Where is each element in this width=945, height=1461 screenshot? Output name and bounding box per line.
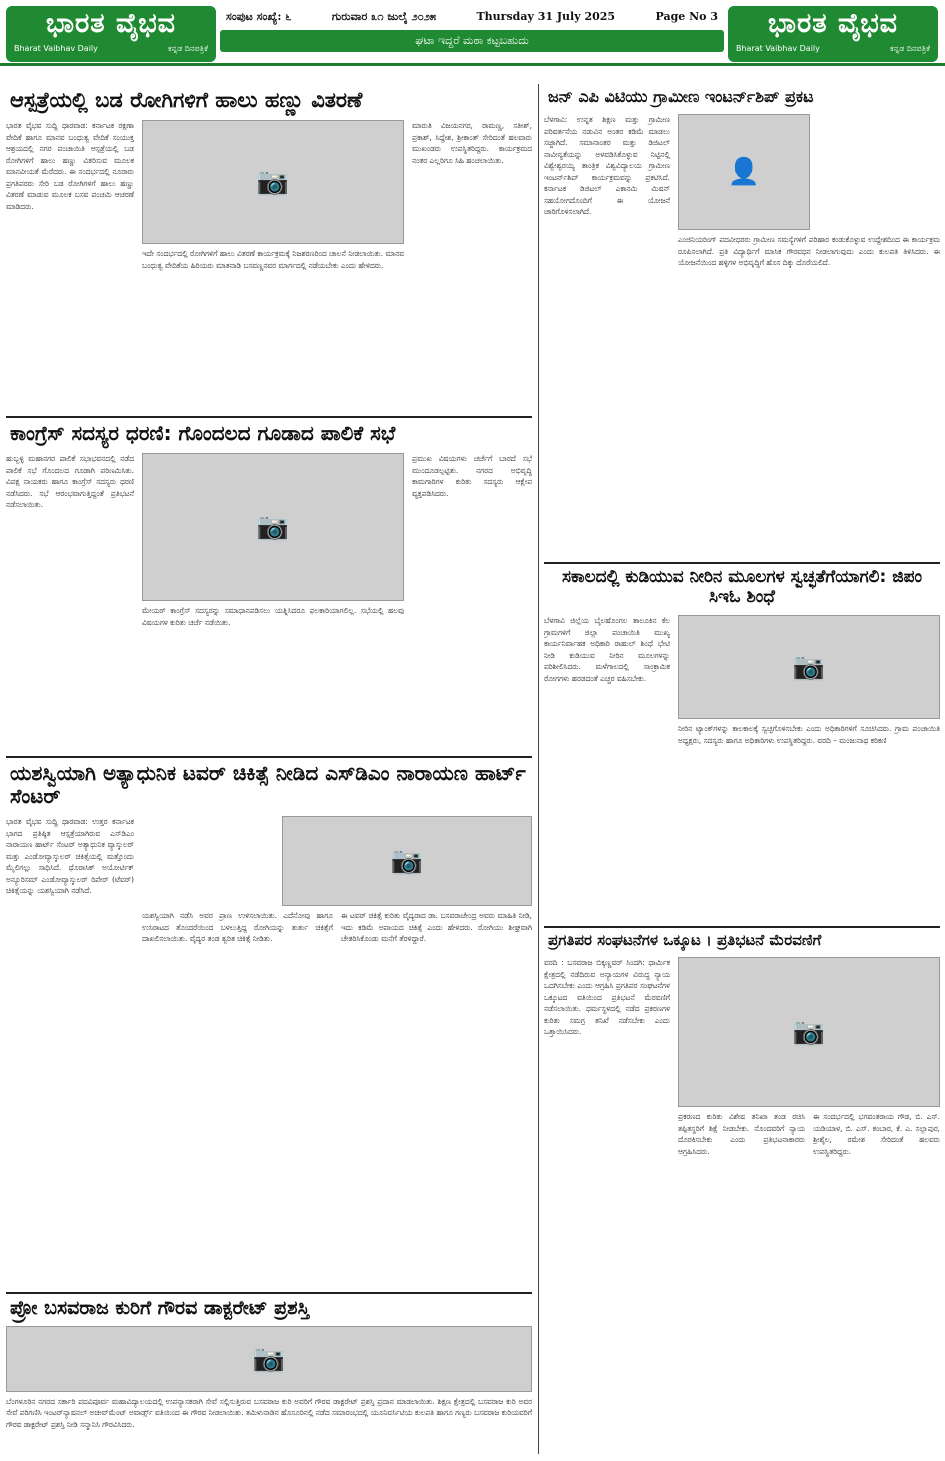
tower-col-1: ಭಾರತ ವೈಭವ ಸುದ್ದಿ ಧಾರವಾಡ: ಉತ್ತರ ಕರ್ನಾಟಕ ಭಾಗದ ಪ್ರತಿಷ್ಠಿತ ಆಸ್ಪತ್ರೆಯಾಗಿರುವ ಎಸ್‌ಡಿಎಂ ನಾರಾಯಣ ಹಾರ್ಟ್ ಸೆಂಟರ್ ಅತ್ಯಾಧುನಿಕ ವ್ಯಾಸ್ಕುಲರ್ ಮತ್ತು ಎಂಡೋವ್ಯಾಸ್ಕುಲರ್ ಚಿಕಿತ್ಸೆಯಲ್ಲಿ ಮತ್ತೊಂದು ಮೈಲಿಗಲ್ಲು ಸಾಧಿಸಿದೆ. ಥೊರಾಸಿಕ್ ಅಯೋರ್ಟಿಕ್ ಅನ್ಯೂರಿಸಮ್ ಎಂಡೋವ್ಯಾಸ್ಕುಲರ್ ರಿಪೇರ್ (ಟೆವರ್) ಚಿಕಿತ್ಸೆಯನ್ನು ಯಶಸ್ವಿಯಾಗಿ ನಡೆಸಿದೆ. <box>6 817 134 895</box>
headline-hospital: ಆಸ್ಪತ್ರೆಯಲ್ಲಿ ಬಡ ರೋಗಿಗಳಿಗೆ ಹಾಲು ಹಣ್ಣು ವಿತರಣೆ <box>10 88 363 112</box>
water-col-1: ಬೆಳಗಾವಿ ಜಿಲ್ಲೆಯ ಬೈಲಹೊಂಗಲ ತಾಲೂಕಿನ ಕೆಲ ಗ್ರಾಮಗಳಿಗೆ ಜಿಲ್ಲಾ ಪಂಚಾಯಿತಿ ಮುಖ್ಯ ಕಾರ್ಯನಿರ್ವಾಹಕ ಅಧಿಕಾರಿ ರಾಹುಲ್ ಶಿಂಧೆ ಭೇಟಿ ನೀಡಿ ಕುಡಿಯುವ ನೀರಿನ ಮೂಲಗಳನ್ನು ಪರಿಶೀಲಿಸಿದರು. ಮಳೆಗಾಲದಲ್ಲಿ ಸಾಂಕ್ರಾಮಿಕ ರೋಗಗಳು ಹರಡದಂತೆ ಎಚ್ಚರ ವಹಿಸಬೇಕು. <box>544 616 670 683</box>
doctorate-body: ಬೆಂಗಳೂರಿನ ನಗರದ ಸರ್ಕಾರಿ ಪದವಿಪೂರ್ವ ಮಹಾವಿದ್ಯಾಲಯದಲ್ಲಿ ಉಪನ್ಯಾಸಕರಾಗಿ ಸೇವೆ ಸಲ್ಲಿಸುತ್ತಿರುವ ಬಸವರಾಜ ಕುರಿ ಅವರಿಗೆ ಗೌರವ ಡಾಕ್ಟರೇಟ್ ಪ್ರಶಸ್ತಿ ಪ್ರದಾನ ಮಾಡಲಾಯಿತು. ಶಿಕ್ಷಣ ಕ್ಷೇತ್ರದಲ್ಲಿ ಬಸವರಾಜ ಕುರಿ ಅವರ ಸೇವೆ ಪರಿಗಣಿಸಿ ಇಂಟರ್‌ನ್ಯಾಷನಲ್ ಅಚೀವ್‌ಮೆಂಟ್ ಅವಾರ್ಡ್ಸ್ ವತಿಯಿಂದ ಈ ಗೌರವ ನೀಡಲಾಯಿತು. ತಮಿಳುನಾಡಿನ ಹೊಸೂರಿನಲ್ಲಿ ನಡೆದ ಸಮಾರಂಭದಲ್ಲಿ ಯೂನಿವರ್ಸಿಟಿಯ ಕುಲಪತಿ ಹಾಗೂ ಗಣ್ಯರು ಬಸವರಾಜ ಕುರಿಯವರಿಗೆ ಗೌರವ ಡಾಕ್ಟರೇಟ್ ಪ್ರಶಸ್ತಿ ನೀಡಿ ಸನ್ಮಾನಿಸಿ ಗೌರವಿಸಿದರು. <box>6 1396 532 1429</box>
headline-protest: ಪ್ರಗತಿಪರ ಸಂಘಟನೆಗಳ ಒಕ್ಕೂಟ । ಪ್ರತಿಭಟನೆ ಮೆರವಣಿಗೆ <box>548 931 822 949</box>
hospital-col-1: ಭಾರತ ವೈಭವ ಸುದ್ದಿ ಧಾರವಾಡ: ಕರ್ನಾಟಕ ರಕ್ಷಣಾ ವೇದಿಕೆ ಹಾಗೂ ಮಾನವ ಬಂಧುತ್ವ ವೇದಿಕೆ ಸಂಯುಕ್ತ ಆಶ್ರಯದಲ್ಲಿ ನಗರ ಪಂಚಾಯಿತಿ ಆಸ್ಪತ್ರೆಯಲ್ಲಿ ಬಡ ರೋಗಿಗಳಿಗೆ ಹಾಲು ಹಣ್ಣು ವಿತರಿಸುವ ಮೂಲಕ ಮಾನವೀಯತೆ ಮೆರೆದರು. ಈ ಸಂದರ್ಭದಲ್ಲಿ ನೂರಾರು ಪ್ರಗತಿಪರರು ಸೇರಿ ಬಡ ರೋಗಿಗಳಿಗೆ ಹಾಲು ಹಣ್ಣು ವಿತರಣೆ ಮಾಡುವ ಮೂಲಕ ಬಸವ ಪಂಚಮಿ ಆಚರಣೆ ಮಾಡಿದರು. <box>6 121 134 211</box>
slogan: ಘಟಾ ಇದ್ದರೆ ಮಠಾ ಕಟ್ಟಬಹುದು <box>220 30 724 52</box>
camera-icon: 📷 <box>792 1017 826 1048</box>
article-tower <box>6 760 532 1288</box>
protest-col-3: ಈ ಸಂದರ್ಭದಲ್ಲಿ ಭಗವಂತರಾಯ ಗೌಡ, ಬಿ. ಎಸ್. ಯಡಿಯಾಳ, ಬಿ. ಎಸ್. ಕಂಬಾರ, ಕೆ. ಎ. ಸಲ್ಲಾಪುರ, ಶ್ರೀಶೈಲ, ರಮೇಶ ಸೇರಿದಂತೆ ಹಲವರು ಉಪಸ್ಥಿತರಿದ್ದರು. <box>813 1112 940 1156</box>
camera-icon: 📷 <box>256 512 290 542</box>
brand-title-left: ಭಾರತ ವೈಭವ <box>46 8 176 39</box>
congress-col-2: ಮೇಯರ್ ಕಾಂಗ್ರೆಸ್ ಸದಸ್ಯರನ್ನು ಸಮಾಧಾನಪಡಿಸಲು ಯತ್ನಿಸಿದರೂ ಫಲಕಾರಿಯಾಗಲಿಲ್ಲ. ಸಭೆಯಲ್ಲಿ ಹಲವು ವಿಷಯಗಳ ಕುರಿತು ಚರ್ಚೆ ನಡೆಯಿತು. <box>142 606 404 627</box>
protest-col-2: ಪ್ರಕರಣದ ಕುರಿತು ವಿಶೇಷ ತನಿಖಾ ತಂಡ ರಚಿಸಿ ತಪ್ಪಿತಸ್ಥರಿಗೆ ಶಿಕ್ಷೆ ನೀಡಬೇಕು. ನೊಂದವರಿಗೆ ನ್ಯಾಯ ದೊರಕಿಸಬೇಕು ಎಂದು ಪ್ರತಿಭಟನಾಕಾರರು ಆಗ್ರಹಿಸಿದರು. <box>678 1112 805 1156</box>
brand-logo-right <box>728 6 938 62</box>
headline-congress: ಕಾಂಗ್ರೆಸ್ ಸದಸ್ಯರ ಧರಣಿ: ಗೊಂದಲದ ಗೂಡಾದ ಪಾಲಿಕೆ ಸಭೆ <box>10 421 396 445</box>
photo-award-ceremony <box>6 1326 532 1392</box>
edition-date: Thursday 31 July 2025 <box>476 10 616 23</box>
camera-icon: 📷 <box>252 1343 286 1374</box>
tower-col-2: ಯಶಸ್ವಿಯಾಗಿ ನಡೆಸಿ ಅವರ ಪ್ರಾಣ ಉಳಿಸಲಾಯಿತು. ಎದೆನೋವು ಹಾಗೂ ಉಸಿರಾಟದ ತೊಂದರೆಯಿಂದ ಬಳಲುತ್ತಿದ್ದ ರೋಗಿಯನ್ನು ತುರ್ತು ಚಿಕಿತ್ಸೆಗೆ ದಾಖಲಿಸಲಾಯಿತು. ವೈದ್ಯರ ತಂಡ ತ್ವರಿತ ಚಿಕಿತ್ಸೆ ನೀಡಿತು. <box>142 911 333 943</box>
hospital-col-2: ಇದೇ ಸಂದರ್ಭದಲ್ಲಿ ರೋಗಿಗಳಿಗೆ ಹಾಲು ವಿತರಣೆ ಕಾರ್ಯಕ್ರಮಕ್ಕೆ ನಿಜಶರಣರಿಂದ ಚಾಲನೆ ನೀಡಲಾಯಿತು. ಮಾನವ ಬಂಧುತ್ವ ವೇದಿಕೆಯ ಹಿರಿಯರು ಮಾತನಾಡಿ ಬಸವಣ್ಣನವರ ಮಾರ್ಗದಲ್ಲಿ ನಡೆಯಬೇಕು ಎಂದು ಹೇಳಿದರು. <box>142 249 404 270</box>
article-congress <box>6 420 532 750</box>
tower-col-3: ಈ ಟವರ್ ಚಿಕಿತ್ಸೆ ಕುರಿತು ವೈದ್ಯರಾದ ಡಾ. ಬಸವರಾಜೇಂದ್ರ ಅವರು ಮಾಹಿತಿ ನೀಡಿ, ಇದು ಕಡಿಮೆ ಅಪಾಯದ ಚಿಕಿತ್ಸೆ ಎಂದು ಹೇಳಿದರು. ರೋಗಿಯು ಶೀಘ್ರವಾಗಿ ಚೇತರಿಸಿಕೊಂಡು ಮನೆಗೆ ತೆರಳಿದ್ದಾರೆ. <box>341 911 532 943</box>
article-protest <box>544 930 940 1458</box>
photo-doctors <box>282 816 532 906</box>
headline-internship: ಜನ್ ಎಪಿ ವಿಟಿಯು ಗ್ರಾಮೀಣ ಇಂಟರ್ನ್‌ಶಿಪ್ ಪ್ರಕಟ <box>548 87 814 106</box>
internship-col-2: ಎಂಜಿನಿಯರಿಂಗ್ ಪದವೀಧರರು ಗ್ರಾಮೀಣ ಸಮಸ್ಯೆಗಳಿಗೆ ಪರಿಹಾರ ಕಂಡುಕೊಳ್ಳುವ ಉದ್ದೇಶದಿಂದ ಈ ಕಾರ್ಯಕ್ರಮ ರೂಪಿಸಲಾಗಿದೆ. ಪ್ರತಿ ವಿದ್ಯಾರ್ಥಿಗೆ ಮಾಸಿಕ ಗೌರವಧನ ನೀಡಲಾಗುವುದು ಎಂದು ಕುಲಪತಿ ತಿಳಿಸಿದರು. ಈ ಯೋಜನೆಯಿಂದ ಹಳ್ಳಿಗಳ ಅಭಿವೃದ್ಧಿಗೆ ಹೊಸ ದಿಕ್ಕು ದೊರೆಯಲಿದೆ. <box>678 235 940 268</box>
photo-vtu-official <box>678 114 810 230</box>
masthead-center <box>220 8 724 52</box>
article-hospital <box>6 86 532 410</box>
article-water <box>544 566 940 922</box>
camera-icon: 📷 <box>390 846 424 876</box>
hospital-col-3: ಮಾರುತಿ ವಿಜಯನಗರ, ರಾಮಣ್ಣ, ಸತೀಶ್, ಪ್ರಕಾಶ್, ಸಿದ್ದೇಶ, ಶ್ರೀಕಾಂತ್ ಸೇರಿದಂತೆ ಹಲವಾರು ಮುಖಂಡರು ಉಪಸ್ಥಿತರಿದ್ದರು. ಕಾರ್ಯಕ್ರಮದ ನಂತರ ಎಲ್ಲರಿಗೂ ಸಿಹಿ ಹಂಚಲಾಯಿತು. <box>412 121 532 165</box>
brand-kn-left: ಕನ್ನಡ ದಿನಪತ್ರಿಕೆ <box>167 44 208 53</box>
article-doctorate <box>6 1296 532 1458</box>
photo-protest-march <box>678 957 940 1107</box>
internship-col-1: ಬೆಳಗಾವಿ: ಉನ್ನತ ಶಿಕ್ಷಣ ಮತ್ತು ಗ್ರಾಮೀಣ ಪರಿವರ್ತನೆಯ ನಡುವಿನ ಅಂತರ ಕಡಿಮೆ ಮಾಡಲು ಸಜ್ಜಾಗಿದೆ. ಸಮಾನಾಂತರ ಮತ್ತು ಡಿಜಿಟಲ್ ನಾವೀನ್ಯತೆಯನ್ನು ಅಳವಡಿಸಿಕೊಳ್ಳುವ ನಿಟ್ಟಿನಲ್ಲಿ ವಿಶ್ವೇಶ್ವರಯ್ಯ ತಾಂತ್ರಿಕ ವಿಶ್ವವಿದ್ಯಾಲಯ ಗ್ರಾಮೀಣ ಇಂಟರ್ನ್‌ಶಿಪ್ ಕಾರ್ಯಕ್ರಮವನ್ನು ಪ್ರಕಟಿಸಿದೆ. ಕರ್ನಾಟಕ ಡಿಜಿಟಲ್ ಎಕಾನಮಿ ಮಿಷನ್ ಸಹಯೋಗದೊಂದಿಗೆ ಈ ಯೋಜನೆ ಜಾರಿಗೊಳಿಸಲಾಗಿದೆ. <box>544 115 670 217</box>
brand-en-right: Bharat Vaibhav Daily <box>736 44 820 53</box>
brand-logo-left <box>6 6 216 62</box>
protest-col-1: ವರದಿ : ಬಸವರಾಜ ಬಿಕ್ಕಣ್ಣವರ್ ಸಿಂದಗಿ: ಧಾರ್ಮಿಕ ಕ್ಷೇತ್ರದಲ್ಲಿ ನಡೆದಿರುವ ಅನ್ಯಾಯಗಳ ವಿರುದ್ಧ ನ್ಯಾಯ ಒದಗಿಸಬೇಕು ಎಂದು ಆಗ್ರಹಿಸಿ ಪ್ರಗತಿಪರ ಸಂಘಟನೆಗಳ ಒಕ್ಕೂಟದ ವತಿಯಿಂದ ಪ್ರತಿಭಟನೆ ಮೆರವಣಿಗೆ ನಡೆಸಲಾಯಿತು. ಧರ್ಮಸ್ಥಳದಲ್ಲಿ ನಡೆದ ಪ್ರಕರಣಗಳ ಕುರಿತು ಸಮಗ್ರ ತನಿಖೆ ನಡೆಸಬೇಕು ಎಂದು ಒತ್ತಾಯಿಸಿದರು. <box>544 958 670 1037</box>
photo-council-meeting <box>142 453 404 601</box>
congress-col-1: ಹುಬ್ಬಳ್ಳಿ ಮಹಾನಗರ ಪಾಲಿಕೆ ಸಭಾಭವನದಲ್ಲಿ ನಡೆದ ಪಾಲಿಕೆ ಸಭೆ ಗೊಂದಲದ ಗೂಡಾಗಿ ಪರಿಣಮಿಸಿತು. ವಿಪಕ್ಷ ನಾಯಕರು ಹಾಗೂ ಕಾಂಗ್ರೆಸ್ ಸದಸ್ಯರು ಧರಣಿ ನಡೆಸಿದರು. ಸಭೆ ಆರಂಭವಾಗುತ್ತಿದ್ದಂತೆ ಪ್ರತಿಭಟನೆ ನಡೆಸಲಾಯಿತು. <box>6 454 134 509</box>
page-number: Page No 3 <box>655 10 718 23</box>
brand-kn-right: ಕನ್ನಡ ದಿನಪತ್ರಿಕೆ <box>889 44 930 53</box>
photo-water-inspection <box>678 615 940 719</box>
water-col-2: ನೀರಿನ ಟ್ಯಾಂಕ್‌ಗಳನ್ನು ಕಾಲಕಾಲಕ್ಕೆ ಸ್ವಚ್ಛಗೊಳಿಸಬೇಕು ಎಂದು ಅಧಿಕಾರಿಗಳಿಗೆ ಸೂಚಿಸಿದರು. ಗ್ರಾಮ ಪಂಚಾಯಿತಿ ಅಧ್ಯಕ್ಷರು, ಸದಸ್ಯರು ಹಾಗೂ ಅಧಿಕಾರಿಗಳು ಉಪಸ್ಥಿತರಿದ್ದರು. ವರದಿ – ಮಂಜುನಾಥ ಕರಿಕಣಿ <box>678 724 940 745</box>
issue-number: ಸಂಪುಟ ಸಂಖ್ಯೆ: ೬ <box>226 10 292 23</box>
masthead <box>0 0 945 66</box>
camera-icon: 📷 <box>792 652 826 683</box>
headline-tower: ಯಶಸ್ವಿಯಾಗಿ ಅತ್ಯಾಧುನಿಕ ಟವರ್ ಚಿಕಿತ್ಸೆ ನೀಡಿದ ಎಸ್‌ಡಿಎಂ ನಾರಾಯಣ ಹಾರ್ಟ್ ಸೆಂಟರ್ <box>10 761 526 808</box>
congress-col-3: ಪ್ರಮುಖ ವಿಷಯಗಳು ಚರ್ಚೆಗೆ ಬಾರದೆ ಸಭೆ ಮುಂದೂಡಲ್ಪಟ್ಟಿತು. ನಗರದ ಅಭಿವೃದ್ಧಿ ಕಾಮಗಾರಿಗಳ ಕುರಿತು ಸದಸ್ಯರು ಆಕ್ಷೇಪ ವ್ಯಕ್ತಪಡಿಸಿದರು. <box>412 454 532 498</box>
camera-icon: 📷 <box>256 167 290 198</box>
brand-en-left: Bharat Vaibhav Daily <box>14 44 98 53</box>
photo-hospital <box>142 120 404 244</box>
headline-water: ಸಕಾಲದಲ್ಲಿ ಕುಡಿಯುವ ನೀರಿನ ಮೂಲಗಳ ಸ್ವಚ್ಛತೆಗೆಯಾಗಲಿ: ಜಿಪಂ ಸಿಇಓ ಶಿಂಧೆ <box>561 567 923 607</box>
person-icon: 👤 <box>727 157 761 188</box>
headline-doctorate: ಪ್ರೋ ಬಸವರಾಜ ಕುರಿಗೆ ಗೌರವ ಡಾಕ್ಟರೇಟ್ ಪ್ರಶಸ್ತಿ <box>10 1297 310 1319</box>
article-internship <box>544 86 940 556</box>
brand-title-right: ಭಾರತ ವೈಭವ <box>768 8 898 39</box>
column-divider <box>538 84 539 1454</box>
edition-date-kn: ಗುರುವಾರ ೩೧ ಜುಲೈ ೨೦೨೫ <box>331 10 437 23</box>
